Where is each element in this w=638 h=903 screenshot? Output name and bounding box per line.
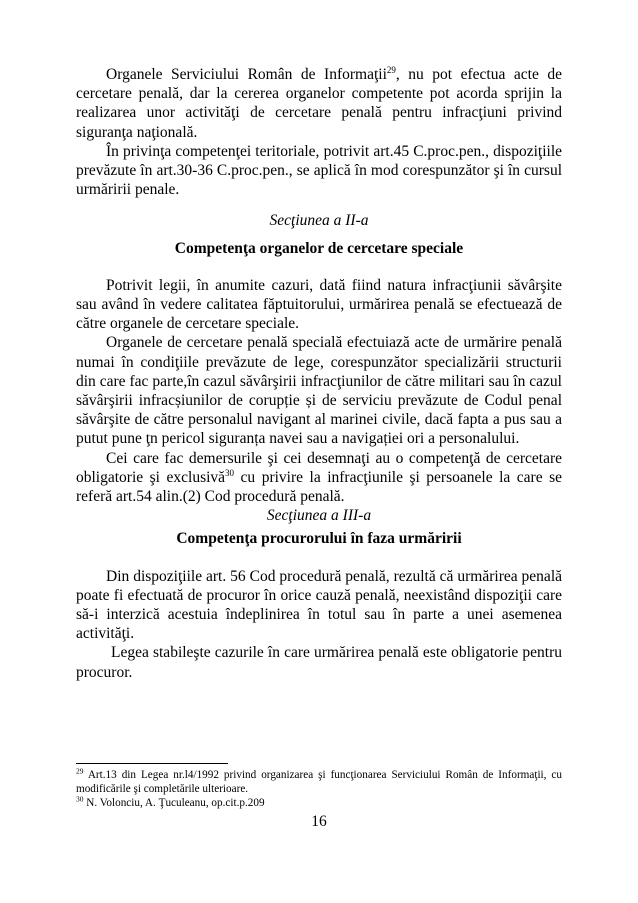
section-title-2: Competenţa organelor de cercetare speciale	[174, 239, 464, 257]
footnotes	[76, 768, 562, 810]
paragraph-text: cu privire la infracţiunile şi persoanele la care se referă art.54 alin.(2) Cod procedură penală.	[76, 468, 562, 506]
section-label-3: Secţiunea a III-a	[266, 507, 372, 525]
footnote-text: N. Volonciu, A. Ţuculeanu, op.cit.p.209	[83, 797, 265, 809]
section-label-2: Secţiunea a II-a	[269, 212, 369, 230]
footnote-mark-30: 30	[76, 794, 84, 804]
section-title-3: Competenţa procurorului în faza urmăririi	[176, 530, 462, 548]
paragraph-territorial: În privinţa competenţei teritoriale, potrivit art.45 C.proc.pen., dispoziţiile prevăzute în art.30-36 C.proc.pen., se aplică în mod corespunzător şi în cursul urmăririi penale.	[76, 142, 562, 199]
page-number: 16	[311, 813, 327, 830]
paragraph-text: , nu pot efectua acte de cercetare penală, dar la cererea organelor competente pot acorda sprijin la realizarea unor activităţi de cercetare penală pentru infracţiuni privind siguranţa naţională.	[76, 66, 562, 141]
paragraph-special-acts: Organele de cercetare penală specială efectuiază acte de urmărire penală numai în condiţiile prevăzute de lege, corespunzător specializării structurii din care fac parte,în cazul săvârşirii infracţiunilor de către militari sau în cazul săvârşirii infracșiunilor de corupție și de serviciu prevăzute de Codul penal săvârşite de către personalul navigant al marinei civile, dacă fapta a pus sau a putut pune ţn pericol siguranța navei sau a navigației ori a personalului.	[76, 334, 562, 448]
paragraph-special-bodies: Potrivit legii, în anumite cazuri, dată fiind natura infracţiunii săvârşite sau având în vedere calitatea făptuitorului, urmărirea penală se efectuează de către organele de cercetare speciale.	[76, 276, 562, 333]
footnote-divider	[76, 763, 228, 764]
footnote-29	[76, 768, 562, 796]
footnote-30	[76, 796, 562, 810]
footnote-mark-29: 29	[76, 766, 84, 776]
paragraph-prosecutor: Din dispoziţiile art. 56 Cod procedură penală, rezultă că urmărirea penală poate fi efectuată de procuror în orice cauză penală, neexistând dispoziţii care să-i interzică acestuia îndeplinirea în totul sau în parte a unei asemenea activităţi.	[76, 567, 562, 643]
paragraph-exclusive	[76, 449, 562, 507]
paragraph-text: Cei care fac demersurile şi cei desemnaţi au o competenţă de cercetare obligatorie şi exclusivă	[76, 449, 562, 486]
footnote-ref-30[interactable]: 30	[225, 467, 235, 478]
footnote-ref-29[interactable]: 29	[386, 64, 396, 75]
paragraph-law: Legea stabileşte cazurile în care urmărirea penală este obligatorie pentru procuror.	[76, 644, 562, 681]
paragraph-sri	[76, 65, 562, 142]
footnote-text: Art.13 din Legea nr.l4/1992 privind organizarea şi funcţionarea Serviciului Român de Informaţii, cu modificările şi completările ulterioare.	[76, 769, 562, 795]
paragraph-text: Organele Serviciului Român de Informaţii	[106, 66, 387, 83]
body-text	[76, 65, 562, 682]
